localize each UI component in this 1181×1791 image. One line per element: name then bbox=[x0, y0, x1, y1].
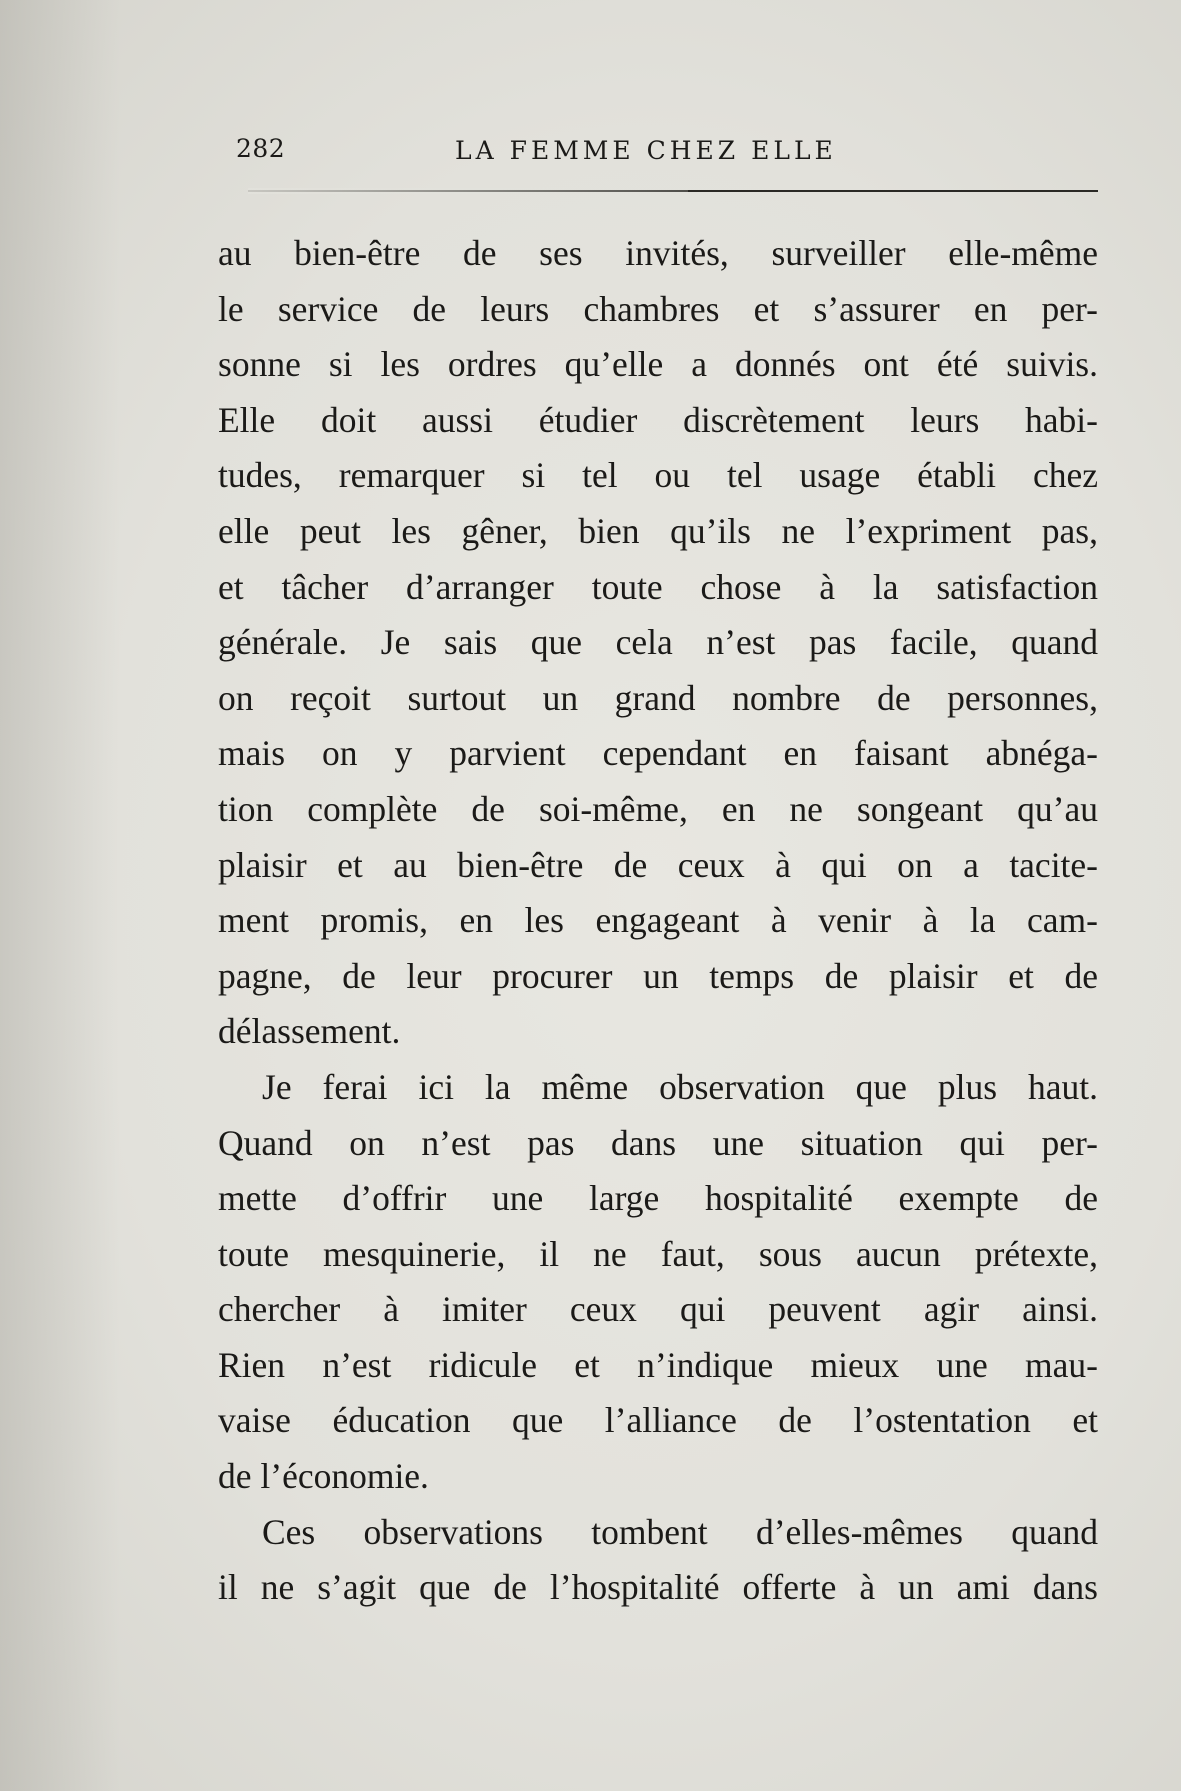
text-line: au bien-être de ses invités, surveiller elle-même bbox=[218, 233, 1098, 273]
text-line: tion complète de soi-même, en ne songeant qu’au bbox=[218, 788, 1098, 829]
running-title: LA FEMME CHEZ ELLE bbox=[455, 136, 837, 165]
page-number: 282 bbox=[236, 134, 286, 163]
page-header bbox=[236, 134, 1098, 174]
text-line: vaise éducation que l’alliance de l’ostentation et bbox=[218, 1400, 1098, 1441]
text-line: mette d’offrir une large hospitalité exempte de bbox=[218, 1178, 1098, 1219]
text-line: Rien n’est ridicule et n’indique mieux une mau- bbox=[218, 1344, 1098, 1385]
text-line: chercher à imiter ceux qui peuvent agir ainsi. bbox=[218, 1289, 1098, 1330]
text-line: délassement. bbox=[218, 1011, 401, 1052]
text-line: ment promis, en les engageant à venir à la cam- bbox=[218, 900, 1098, 941]
page-edge-shadow bbox=[0, 0, 120, 1791]
body-text bbox=[218, 226, 1098, 1616]
text-line: mais on y parvient cependant en faisant abnéga- bbox=[218, 733, 1098, 774]
paragraph-3 bbox=[218, 1505, 1098, 1616]
text-line: Ces observations tombent d’elles-mêmes quand bbox=[262, 1511, 1098, 1552]
text-line: Quand on n’est pas dans une situation qui per- bbox=[218, 1122, 1098, 1163]
text-line: sonne si les ordres qu’elle a donnés ont été suivis. bbox=[218, 344, 1098, 385]
paragraph-2 bbox=[218, 1060, 1098, 1505]
text-line: et tâcher d’arranger toute chose à la satisfaction bbox=[218, 566, 1098, 607]
text-line: toute mesquinerie, il ne faut, sous aucun prétexte, bbox=[218, 1233, 1098, 1274]
text-line: elle peut les gêner, bien qu’ils ne l’expriment pas, bbox=[218, 510, 1098, 551]
text-line: plaisir et au bien-être de ceux à qui on a tacite- bbox=[218, 844, 1098, 885]
text-line: il ne s’agit que de l’hospitalité offerte à un ami dans bbox=[218, 1567, 1098, 1608]
text-line: de l’économie. bbox=[218, 1456, 429, 1497]
text-line: pagne, de leur procurer un temps de plaisir et de bbox=[218, 955, 1098, 996]
text-line: le service de leurs chambres et s’assurer en per- bbox=[218, 288, 1098, 329]
text-line: Elle doit aussi étudier discrètement leurs habi- bbox=[218, 399, 1098, 440]
text-line: générale. Je sais que cela n’est pas facile, quand bbox=[218, 622, 1098, 663]
text-line: tudes, remarquer si tel ou tel usage établi chez bbox=[218, 455, 1098, 496]
text-line: Je ferai ici la même observation que plus haut. bbox=[262, 1066, 1098, 1107]
header-rule-fade bbox=[248, 188, 688, 194]
paragraph-1 bbox=[218, 226, 1098, 1060]
text-line: on reçoit surtout un grand nombre de personnes, bbox=[218, 677, 1098, 718]
